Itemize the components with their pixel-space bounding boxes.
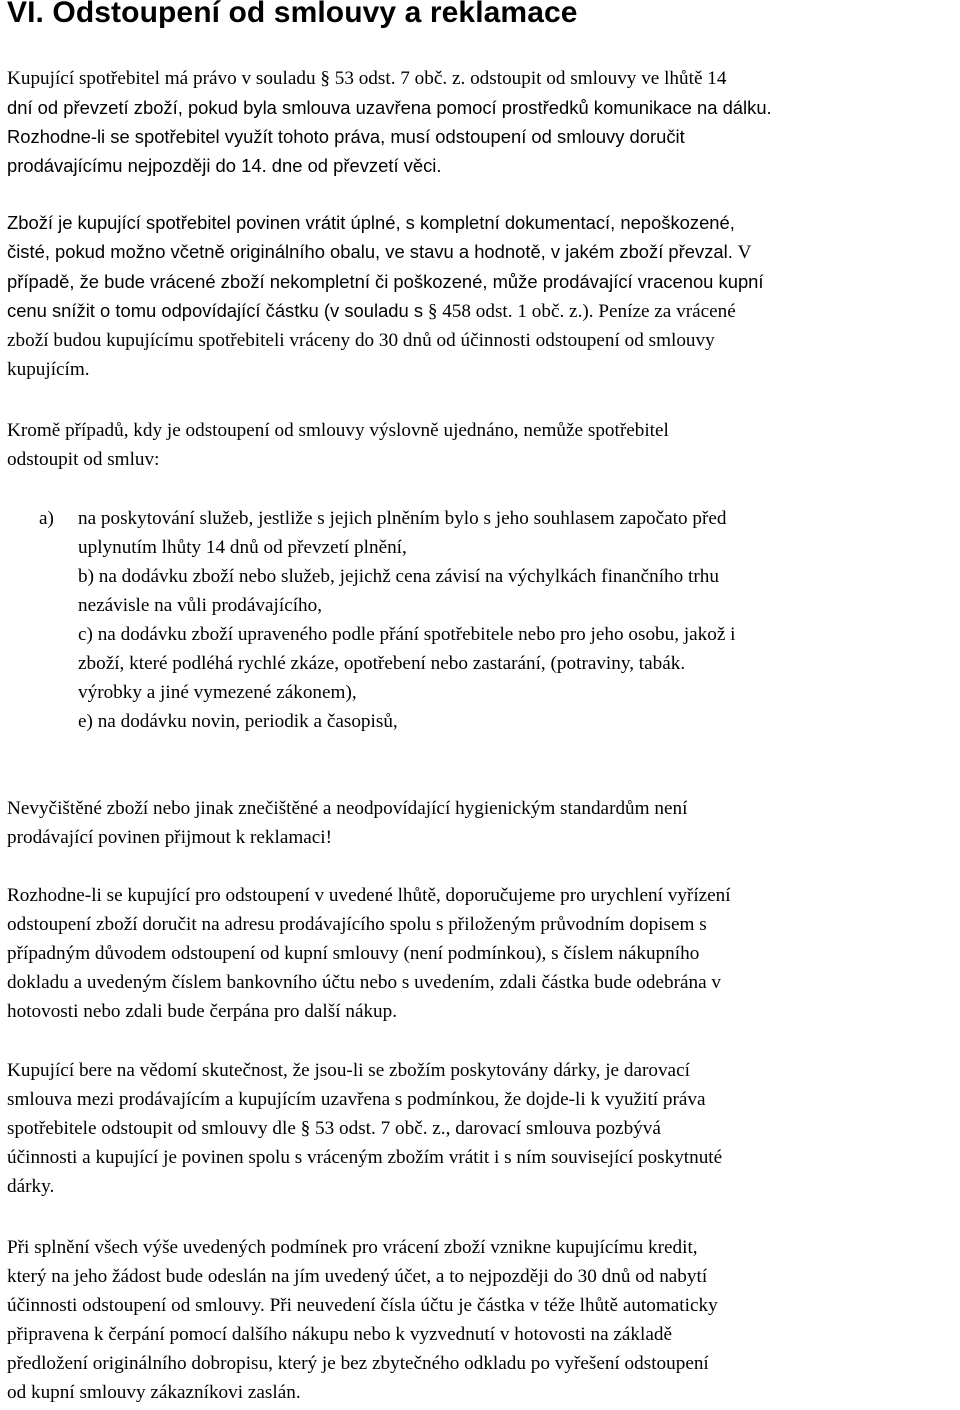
text-segment: § 458 odst. 1 obč. z.). Peníze za vrácené [427,301,736,322]
text-segment: na poskytování služeb, jestliže s jejich plněním bylo s jeho souhlasem započato před [78,508,727,529]
paragraph-exceptions-intro [7,416,669,474]
exceptions-list [39,504,736,736]
list-item-b: b) na dodávku zboží nebo služeb, jejichž cena závisí na výchylkách finančního trhu [78,566,719,587]
text-segment: čisté, pokud možno včetně originálního obalu, ve stavu a hodnotě, v jakém zboží převzal. [7,241,733,262]
text-line: hotovosti nebo zdali bude čerpána pro další nákup. [7,1001,398,1022]
text-line: nezávisle na vůli prodávajícího, [78,595,323,616]
text-line: spotřebitele odstoupit od smlouvy dle § 53 odst. 7 obč. z., darovací smlouva pozbývá [7,1118,661,1139]
text-line: zboží budou kupujícímu spotřebiteli vráceny do 30 dnů od účinnosti odstoupení od smlouvy [7,330,715,351]
text-line: kupujícím. [7,359,90,380]
text-line [7,296,764,326]
text-line: prodávající povinen přijmout k reklamaci! [7,827,333,848]
text-segment: cenu snížit o tomu odpovídající částku (v souladu s [7,300,424,321]
text-line: případě, že bude vrácené zboží nekompletní či poškozené, může prodávající vracenou kupní [7,271,764,292]
text-line: předložení originálního dobropisu, který je bez zbytečného odkladu po vyřešení odstoupení [7,1353,709,1374]
text-line: Kupující spotřebitel má právo v souladu § 53 odst. 7 obč. z. odstoupit od smlouvy ve lhůtě 14 [7,68,727,89]
text-line: zboží, které podléhá rychlé zkáze, opotřebení nebo zastarání, (potraviny, tabák. [78,653,686,674]
text-line: Rozhodne-li se spotřebitel využít tohoto práva, musí odstoupení od smlouvy doručit [7,126,685,147]
text-line: Kromě případů, kdy je odstoupení od smlouvy výslovně ujednáno, nemůže spotřebitel [7,420,669,441]
text-line: připravena k čerpání pomocí dalšího nákupu nebo k vyzvednutí v hotovosti na základě [7,1324,672,1345]
text-line [7,237,764,267]
paragraph-credit [7,1233,718,1407]
text-line: prodávajícímu nejpozději do 14. dne od převzetí věci. [7,155,442,176]
text-line: odstoupit od smluv: [7,449,160,470]
text-line: od kupní smlouvy zákazníkovi zaslán. [7,1382,301,1403]
paragraph-withdrawal-right [7,64,772,180]
list-item-a [39,504,736,533]
text-line: Rozhodne-li se kupující pro odstoupení v uvedené lhůtě, doporučujeme pro urychlení vyřízení [7,885,731,906]
paragraph-recommendation [7,881,731,1026]
text-line: dokladu a uvedeným číslem bankovního účtu nebo s uvedením, zdali částka bude odebrána v [7,972,721,993]
section-heading: VI. Odstoupení od smlouvy a reklamace [7,0,578,29]
text-line: Nevyčištěné zboží nebo jinak znečištěné a neodpovídající hygienickým standardům není [7,798,688,819]
list-item-e: e) na dodávku novin, periodik a časopisů, [78,711,398,732]
list-item-c: c) na dodávku zboží upraveného podle přání spotřebitele nebo pro jeho osobu, jakož i [78,624,736,645]
text-line: Při splnění všech výše uvedených podmínek pro vrácení zboží vznikne kupujícímu kredit, [7,1237,698,1258]
text-segment: V [737,242,752,263]
text-line: Kupující bere na vědomí skutečnost, že jsou-li se zbožím poskytovány dárky, je darovací [7,1060,690,1081]
text-line: uplynutím lhůty 14 dnů od převzetí plnění, [78,537,407,558]
paragraph-gifts [7,1056,722,1201]
paragraph-return-conditions [7,208,764,384]
text-line: Zboží je kupující spotřebitel povinen vrátit úplné, s kompletní dokumentací, nepoškozené, [7,212,735,233]
text-line: dní od převzetí zboží, pokud byla smlouva uzavřena pomocí prostředků komunikace na dálku. [7,97,772,118]
list-marker: a) [39,508,54,529]
text-line: případným důvodem odstoupení od kupní smlouvy (není podmínkou), s číslem nákupního [7,943,700,964]
text-line: odstoupení zboží doručit na adresu prodávajícího spolu s přiloženým průvodním dopisem s [7,914,707,935]
text-line: který na jeho žádost bude odeslán na jím uvedený účet, a to nejpozději do 30 dnů od nabytí [7,1266,708,1287]
text-line: smlouva mezi prodávajícím a kupujícím uzavřena s podmínkou, že dojde-li k využití práva [7,1089,706,1110]
text-line: dárky. [7,1176,55,1197]
text-line: výrobky a jiné vymezené zákonem), [78,682,357,703]
text-line: účinnosti a kupující je povinen spolu s vráceným zbožím vrátit i s ním související poskytnuté [7,1147,723,1168]
text-line: účinnosti odstoupení od smlouvy. Při neuvedení čísla účtu je částka v téže lhůtě automaticky [7,1295,718,1316]
paragraph-hygiene [7,794,687,852]
